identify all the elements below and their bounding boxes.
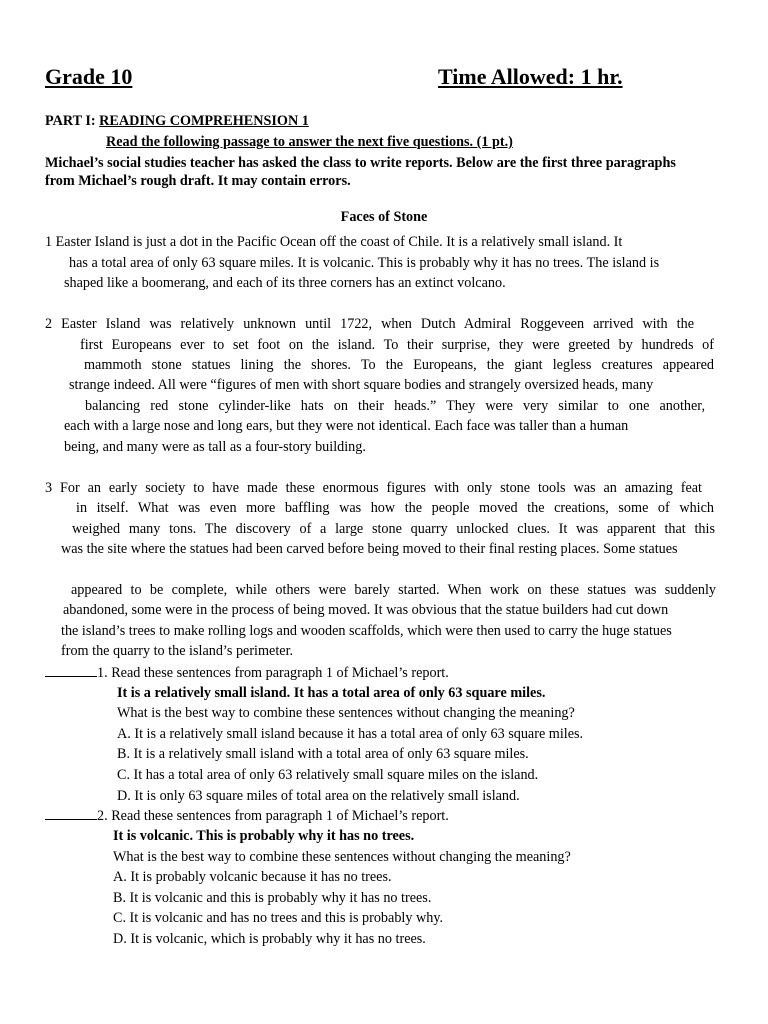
paragraph-line: 1 Easter Island is just a dot in the Pacific Ocean off the coast of Chile. It is a relatively small island. It (45, 234, 623, 250)
intro-line: from Michael’s rough draft. It may contain errors. (45, 173, 351, 189)
intro-line: Michael’s social studies teacher has asked the class to write reports. Below are the first three paragraphs (45, 155, 676, 171)
answer-option-b: B. It is a relatively small island with a total area of only 63 square miles. (117, 746, 529, 762)
paragraph-line: 3 For an early society to have made these enormous figures with only stone tools was an amazing feat (45, 480, 702, 496)
answer-option-a: A. It is a relatively small island because it has a total area of only 63 square miles. (117, 726, 584, 742)
answer-option-b: B. It is volcanic and this is probably why it has no trees. (113, 890, 432, 906)
part-instruction (106, 132, 513, 153)
paragraph-line: 2 Easter Island was relatively unknown until 1722, when Dutch Admiral Roggeveen arrived with the (45, 316, 694, 332)
answer-option-c: C. It is volcanic and has no trees and this is probably why. (113, 910, 444, 926)
time-allowed-heading: Time Allowed: 1 hr. (438, 64, 623, 89)
instruction-text: Read the following passage to answer the next five questions (106, 134, 470, 150)
paragraph-line: was the site where the statues had been carved before being moved to their final resting places. Some statues (61, 541, 678, 557)
question-prompt: Read these sentences from paragraph 1 of Michael’s report. (107, 808, 449, 824)
question-quote: It is a relatively small island. It has a total area of only 63 square miles. (117, 685, 546, 701)
question-prompt-line (45, 805, 449, 827)
paragraph-line: in itself. What was even more baffling was how the people moved the creations, some of which (76, 500, 714, 516)
paragraph-line: strange indeed. All were “figures of men with short square bodies and strangely oversized heads, many (69, 377, 654, 393)
question-text: What is the best way to combine these sentences without changing the meaning? (117, 705, 575, 721)
answer-option-a: A. It is probably volcanic because it has no trees. (113, 869, 392, 885)
part-prefix: PART I: (45, 113, 100, 129)
paragraph-line: from the quarry to the island’s perimeter. (61, 643, 294, 659)
passage-title: Faces of Stone (340, 209, 428, 225)
answer-option-c: C. It has a total area of only 63 relatively small square miles on the island. (117, 767, 539, 783)
grade-heading: Grade 10 (45, 64, 133, 89)
part-title: READING COMPREHENSION 1 (99, 113, 309, 129)
question-number: 1. (97, 665, 108, 681)
paragraph-line: first Europeans ever to set foot on the island. To their surprise, they were greeted by hundreds of (80, 337, 714, 353)
paragraph-line: the island’s trees to make rolling logs and wooden scaffolds, which were then used to carry the huge statues (61, 623, 672, 639)
paragraph-line: each with a large nose and long ears, but they were not identical. Each face was taller than a human (64, 418, 629, 434)
question-prompt: Read these sentences from paragraph 1 of Michael’s report. (107, 665, 449, 681)
question-quote: It is volcanic. This is probably why it has no trees. (113, 828, 415, 844)
paragraph-line: appeared to be complete, while others were barely started. When work on these statues was suddenly (71, 582, 716, 598)
paragraph-line: being, and many were as tall as a four-story building. (64, 439, 366, 455)
answer-blank[interactable] (45, 805, 97, 820)
question-number: 2. (97, 808, 108, 824)
answer-option-d: D. It is only 63 square miles of total area on the relatively small island. (117, 788, 520, 804)
points-text: . (1 pt.) (469, 134, 513, 150)
question-prompt-line (45, 662, 449, 684)
question-text: What is the best way to combine these sentences without changing the meaning? (113, 849, 571, 865)
answer-blank[interactable] (45, 662, 97, 677)
paragraph-line: has a total area of only 63 square miles. It is volcanic. This is probably why it has no trees. The island is (69, 255, 660, 271)
part-heading (45, 111, 309, 132)
paragraph-line: shaped like a boomerang, and each of its three corners has an extinct volcano. (64, 275, 506, 291)
answer-option-d: D. It is volcanic, which is probably why it has no trees. (113, 931, 426, 947)
paragraph-line: balancing red stone cylinder-like hats on their heads.” They were very similar to one another, (85, 398, 705, 414)
paragraph-line: mammoth stone statues lining the shores. To the Europeans, the giant legless creatures appeared (84, 357, 714, 373)
paragraph-line: weighed many tons. The discovery of a large stone quarry unlocked clues. It was apparent that this (72, 521, 715, 537)
paragraph-line: abandoned, some were in the process of being moved. It was obvious that the statue builders had cut down (63, 602, 669, 618)
